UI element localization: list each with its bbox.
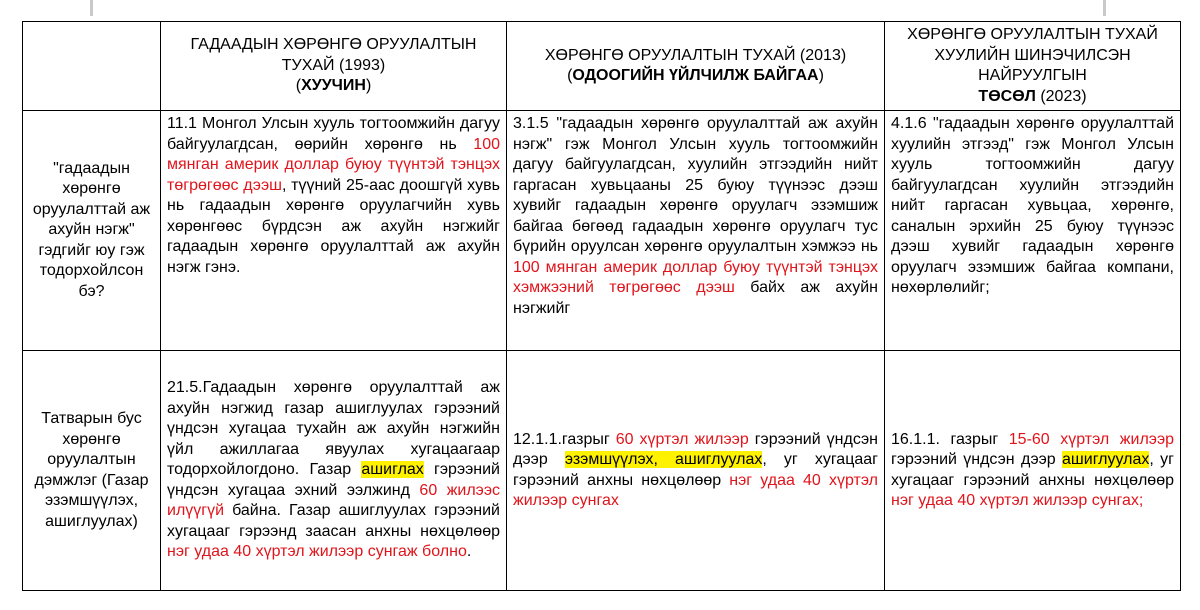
cell-1993-definition: 11.1 Монгол Улсын хууль тогтоомжийн дагуу байгуулагдсан, өөрийн хөрөнгө нь 100 мянган америк доллар буюу түүнтэй тэнцэх төгрөгөөс дээш, түүний 25-аас доошгүй хувь нь гадаадын хөрөнгө оруулагчийн хувь хөрөнгөөс бүрдсэн аж ахуйн нэгжийг гадаадын хөрөнгө оруулалттай аж ахуйн нэгж гэнэ.: [161, 111, 507, 351]
row-label-definition: "гадаадын хөрөнгө оруулалттай аж ахуйн нэгж" гэдгийг юу гэж тодорхойлсон бэ?: [23, 111, 161, 351]
header-current-label: ОДООГИЙН ҮЙЛЧИЛЖ БАЙГАА: [572, 67, 819, 84]
red-text: нэг удаа 40 хүртэл жилээр сунгах: [513, 471, 879, 509]
red-text: 100 мянган америк доллар буюу түүнтэй тэнцэх төгрөгөөс дээш: [167, 135, 500, 194]
cell-1993-land: 21.5.Гадаадын хөрөнгө оруулалттай аж ахуйн нэгжид газар ашиглуулах гэрээний үндсэн хугацаа тухайн аж ахуйн нэгжийн үйл ажиллагаа явуулах хугацаагаар тодорхойлогдоно. Газар ашиглах гэрээний үндсэн хугацаа эхний ээлжинд 60 жилээс илүүгүй байна. Газар ашиглуулах гэрээний хугацааг гэрээнд заасан анхны нөхцөлөөр нэг удаа 40 хүртэл жилээр сунгаж болно.: [161, 351, 507, 591]
comparison-table: [22, 21, 1181, 591]
red-text: нэг удаа 40 хүртэл жилээр сунгах;: [891, 492, 1144, 509]
header-law-1993: ГАДААДЫН ХӨРӨНГӨ ОРУУЛАЛТЫН ТУХАЙ (1993) (ХУУЧИН): [161, 22, 507, 111]
header-old-label: ХУУЧИН: [301, 77, 366, 95]
table-header-row: [23, 22, 1181, 111]
header-law-2013: ХӨРӨНГӨ ОРУУЛАЛТЫН ТУХАЙ (2013) (ОДООГИЙН ҮЙЛЧИЛЖ БАЙГАА): [507, 22, 885, 111]
cell-2023-definition: 4.1.6 "гадаадын хөрөнгө оруулалттай хуулийн этгээд" гэж Монгол Улсын хууль тогтоомжийн дагуу байгуулагдсан хуулийн этгээдийн нийт гаргасан хувьцаа, хөрөнгө, саналын эрхийн 25 буюу түүнээс дээш хувийг гадаадын хөрөнгө оруулагч эзэмшиж байгаа компани, нөхөрлөлийг;: [885, 111, 1181, 351]
red-text: 60 хүртэл жилээр: [615, 430, 749, 448]
table-row: [23, 111, 1181, 351]
page-corner-mark-left: [90, 0, 93, 16]
red-text: 60 жилээс илүүгүй: [167, 481, 500, 520]
red-text: нэг удаа 40 хүртэл жилээр сунгаж болно: [167, 543, 467, 561]
highlighted-text: ашиглуулах: [1062, 451, 1150, 468]
highlighted-text: эзэмшүүлэх, ашиглуулах: [564, 451, 763, 468]
page-corner-mark-right: [1103, 0, 1106, 16]
cell-2023-land: 16.1.1. газрыг 15-60 хүртэл жилээр гэрээний үндсэн дээр ашиглуулах, уг хугацааг гэрээний анхны нөхцөлөөр нэг удаа 40 хүртэл жилээр сунгах;: [885, 351, 1181, 591]
row-label-land-support: Татварын бус хөрөнгө оруулалтын дэмжлэг (Газар эзэмшүүлэх, ашиглуулах): [23, 351, 161, 591]
highlighted-text: ашиглах: [361, 461, 424, 479]
cell-2013-land: 12.1.1.газрыг 60 хүртэл жилээр гэрээний үндсэн дээр эзэмшүүлэх, ашиглуулах, уг хугацааг гэрээний анхны нөхцөлөөр нэг удаа 40 хүртэл жилээр сунгах: [507, 351, 885, 591]
table-row: [23, 351, 1181, 591]
header-law-2023-draft: ХӨРӨНГӨ ОРУУЛАЛТЫН ТУХАЙ ХУУЛИЙН ШИНЭЧИЛСЭН НАЙРУУЛГЫН ТӨСӨЛ (2023): [885, 22, 1181, 111]
red-text: 15-60 хүртэл жилээр: [1008, 430, 1174, 448]
cell-2013-definition: 3.1.5 "гадаадын хөрөнгө оруулалттай аж ахуйн нэгж" гэж Монгол Улсын хууль тогтоомжийн дагуу байгуулагдсан, хуулийн этгээдийн нийт гаргасан хувьцааны 25 буюу түүнээс дээш хувийг гадаадын хөрөнгө оруулагч эзэмшиж байгаа бөгөөд гадаадын хөрөнгө оруулагч тус бүрийн оруулсан хөрөнгө оруулалтын хэмжээ нь 100 мянган америк доллар буюу түүнтэй тэнцэх хэмжээний төгрөгөөс дээш байх аж ахуйн нэгжийг: [507, 111, 885, 351]
header-draft-label: ТӨСӨЛ: [978, 87, 1036, 105]
red-text: 100 мянган америк доллар буюу түүнтэй тэнцэх хэмжээний төгрөгөөс дээш: [513, 258, 878, 296]
header-empty-cell: [23, 22, 161, 111]
